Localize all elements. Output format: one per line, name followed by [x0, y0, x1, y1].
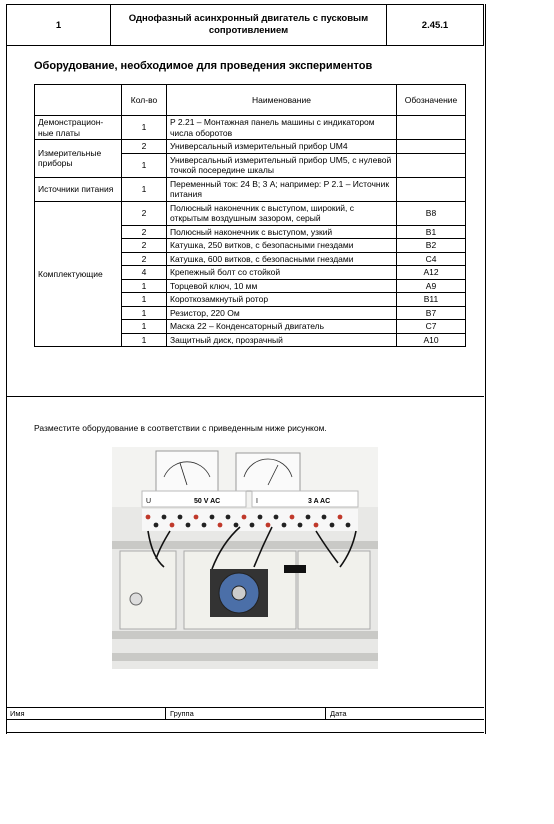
row-designation: B1 — [397, 225, 466, 239]
row-designation — [397, 153, 466, 177]
row-category: Демонстрацион-ные платы — [35, 116, 122, 140]
jack-socket — [226, 515, 231, 520]
jack-socket — [194, 515, 199, 520]
equipment-table-body — [35, 116, 466, 347]
equipment-photo — [112, 447, 378, 669]
footer-name-label: Имя — [6, 708, 166, 720]
jack-socket — [258, 515, 263, 520]
row-count: 2 — [122, 252, 167, 266]
jack-socket — [274, 515, 279, 520]
row-name: Защитный диск, прозрачный — [167, 333, 397, 347]
jack-strip — [142, 509, 358, 531]
table-row — [35, 116, 466, 140]
row-name: P 2.21 – Монтажная панель машины с индикатором числа оборотов — [167, 116, 397, 140]
rail-middle — [112, 631, 378, 639]
header-name: Наименование — [167, 85, 397, 116]
row-designation: B11 — [397, 293, 466, 307]
header-designation: Обозначение — [397, 85, 466, 116]
table-header-row — [35, 85, 466, 116]
row-count: 1 — [122, 293, 167, 307]
jack-socket — [346, 523, 351, 528]
row-name: Торцевой ключ, 10 мм — [167, 279, 397, 293]
footer — [6, 707, 484, 733]
table-row — [35, 140, 466, 154]
header-code: 2.45.1 — [421, 19, 449, 31]
row-name: Полюсный наконечник с выступом, широкий, с открытым воздушным зазором, серый — [167, 201, 397, 225]
jack-socket — [162, 515, 167, 520]
jack-socket — [178, 515, 183, 520]
row-name: Универсальный измерительный прибор UM5, с нулевой точкой посередине шкалы — [167, 153, 397, 177]
rail-bottom — [112, 653, 378, 661]
row-designation: C4 — [397, 252, 466, 266]
row-count: 1 — [122, 320, 167, 334]
jack-socket — [210, 515, 215, 520]
jack-socket — [266, 523, 271, 528]
resistor-module — [298, 551, 370, 629]
power-supply-module — [120, 551, 176, 629]
footer-group-label: Группа — [166, 708, 326, 720]
footer-date-label: Дата — [326, 708, 484, 720]
instruction-text: Разместите оборудование в соответствии с приведенным ниже рисунком. — [34, 423, 327, 433]
header-number: 1 — [7, 5, 111, 45]
jack-socket — [234, 523, 239, 528]
row-count: 4 — [122, 266, 167, 280]
row-category: Источники питания — [35, 177, 122, 201]
section-divider — [6, 396, 484, 397]
speed-display — [284, 565, 306, 573]
jack-socket — [242, 515, 247, 520]
row-count: 2 — [122, 140, 167, 154]
row-category: Измерительные приборы — [35, 140, 122, 178]
jack-socket — [202, 523, 207, 528]
jack-socket — [250, 523, 255, 528]
jack-socket — [330, 523, 335, 528]
row-name: Переменный ток: 24 В; 3 А; например: P 2.1 – Источник питания — [167, 177, 397, 201]
jack-socket — [282, 523, 287, 528]
jack-socket — [170, 523, 175, 528]
jack-socket — [154, 523, 159, 528]
jack-socket — [338, 515, 343, 520]
row-designation — [397, 140, 466, 154]
row-count: 1 — [122, 116, 167, 140]
section-title: Оборудование, необходимое для проведения экспериментов — [34, 60, 373, 72]
row-designation: A10 — [397, 333, 466, 347]
row-designation — [397, 116, 466, 140]
jack-socket — [306, 515, 311, 520]
row-name: Универсальный измерительный прибор UM4 — [167, 140, 397, 154]
equipment-table — [34, 84, 466, 347]
table-row — [35, 201, 466, 225]
meter-left — [156, 451, 218, 491]
row-designation — [397, 177, 466, 201]
row-designation: A12 — [397, 266, 466, 280]
header-count: Кол-во — [122, 85, 167, 116]
jack-socket — [290, 515, 295, 520]
row-designation: C7 — [397, 320, 466, 334]
meter-left-label: U — [146, 498, 152, 505]
jack-socket — [314, 523, 319, 528]
row-name: Полюсный наконечник с выступом, узкий — [167, 225, 397, 239]
row-designation: B8 — [397, 201, 466, 225]
meter-right-panel — [252, 491, 358, 507]
header-category — [35, 85, 122, 116]
row-count: 1 — [122, 177, 167, 201]
jack-socket — [218, 523, 223, 528]
table-row — [35, 177, 466, 201]
row-name: Резистор, 220 Ом — [167, 306, 397, 320]
row-count: 1 — [122, 306, 167, 320]
row-count: 1 — [122, 153, 167, 177]
row-name: Крепежный болт со стойкой — [167, 266, 397, 280]
power-knob — [130, 593, 142, 605]
row-designation: B2 — [397, 239, 466, 253]
row-category: Комплектующие — [35, 201, 122, 347]
row-designation: A9 — [397, 279, 466, 293]
meter-left-range: 50 V AC — [194, 498, 221, 505]
document-header — [6, 4, 484, 46]
row-name: Маска 22 – Конденсаторный двигатель — [167, 320, 397, 334]
row-count: 2 — [122, 201, 167, 225]
meter-right — [236, 453, 300, 491]
meter-right-label: I — [256, 498, 258, 505]
row-count: 1 — [122, 279, 167, 293]
footer-entry-line — [6, 720, 484, 733]
meter-right-range: 3 A AC — [308, 498, 331, 505]
row-designation: B7 — [397, 306, 466, 320]
jack-socket — [298, 523, 303, 528]
row-name: Короткозамкнутый ротор — [167, 293, 397, 307]
jack-socket — [322, 515, 327, 520]
motor-assembly — [210, 569, 268, 617]
row-name: Катушка, 600 витков, с безопасными гнездами — [167, 252, 397, 266]
jack-socket — [146, 515, 151, 520]
row-name: Катушка, 250 витков, с безопасными гнездами — [167, 239, 397, 253]
header-title: Однофазный асинхронный двигатель с пусковым сопротивлением — [111, 5, 387, 45]
jack-socket — [186, 523, 191, 528]
row-count: 2 — [122, 225, 167, 239]
row-count: 2 — [122, 239, 167, 253]
row-count: 1 — [122, 333, 167, 347]
